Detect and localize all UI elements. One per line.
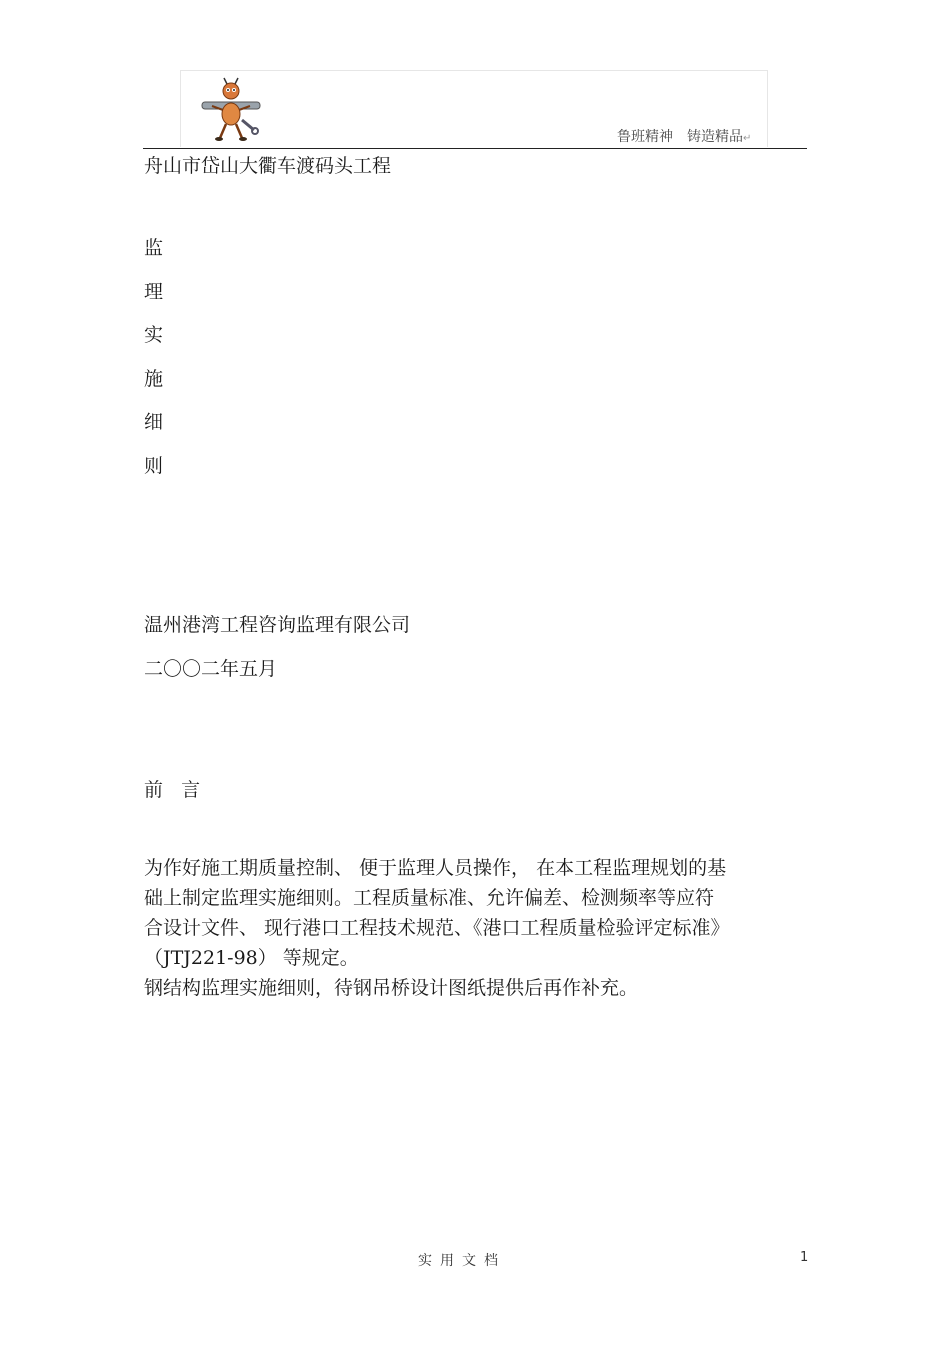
doc-title-char: 细 xyxy=(144,411,164,433)
slogan-right: 铸造精品 xyxy=(687,129,743,145)
preface-paragraph xyxy=(144,853,804,1003)
doc-title-char: 理 xyxy=(144,281,164,303)
doc-title-char: 实 xyxy=(144,324,164,346)
doc-title-char: 则 xyxy=(144,455,164,477)
company-name: 温州港湾工程咨询监理有限公司 xyxy=(144,614,411,636)
preface-note: 钢结构监理实施细则，待钢吊桥设计图纸提供后再作补充。 xyxy=(144,977,639,999)
ant-worker-carrying-pipe-icon xyxy=(198,76,264,144)
preface-line: 为作好施工期质量控制、 便于监理人员操作， 在本工程监理规划的基 xyxy=(144,857,727,879)
slogan-left: 鲁班精神 xyxy=(617,129,673,145)
preface-line: 础上制定监理实施细则。工程质量标准、允许偏差、检测频率等应符 xyxy=(144,887,715,909)
page-number: 1 xyxy=(800,1250,809,1265)
preface-line: 合设计文件、 现行港口工程技术规范、《港口工程质量检验评定标准》 xyxy=(144,917,730,939)
paragraph-return-icon: ↵ xyxy=(743,133,752,144)
doc-title-char: 施 xyxy=(144,368,164,390)
header-slogan xyxy=(617,126,751,146)
doc-title-char: 监 xyxy=(144,237,164,259)
project-title: 舟山市岱山大衢车渡码头工程 xyxy=(144,155,392,177)
footer-label: 实用文档 xyxy=(418,1253,506,1269)
header-rule xyxy=(143,148,807,149)
preface-line: （JTJ221-98） 等规定。 xyxy=(144,947,359,969)
preface-heading: 前 言 xyxy=(144,779,201,801)
document-date: 二〇〇二年五月 xyxy=(144,658,278,680)
